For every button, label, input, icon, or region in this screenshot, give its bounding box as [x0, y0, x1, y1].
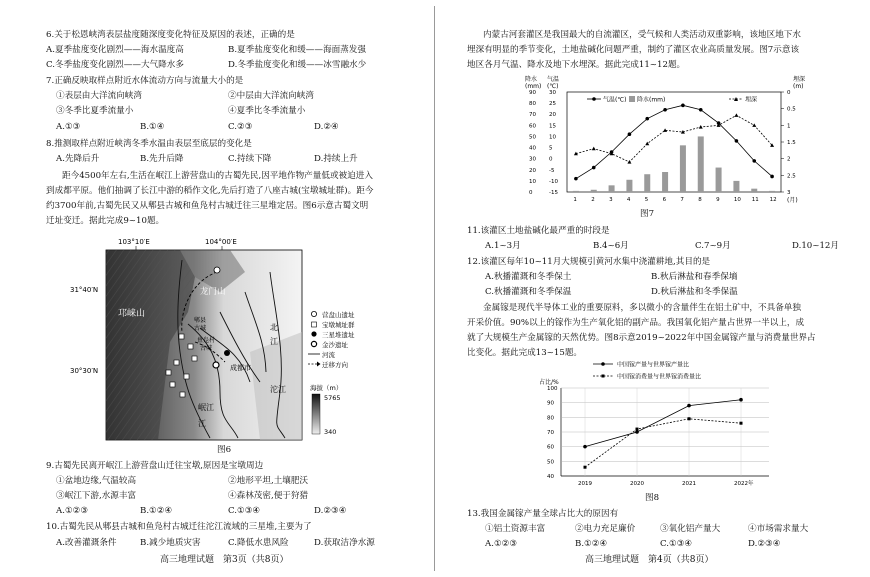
fig7-temp-point	[592, 166, 596, 170]
figure-6-caption: 图6	[217, 445, 232, 455]
fig7-precip-tick: 10	[529, 178, 536, 185]
fig7-temp-point	[735, 139, 739, 143]
fig7-x-tick: 7	[680, 197, 684, 203]
fig8-x-tick: 2022年	[734, 481, 754, 487]
label-longmen-shan: 龙门山	[200, 287, 226, 297]
label-qionglai-shan: 邛崃山	[118, 309, 146, 319]
fig8-legend	[593, 361, 701, 381]
q9-option-a[interactable]: A.①②③	[56, 506, 89, 516]
fig7-temp-line	[576, 105, 772, 178]
fig8-production-point	[635, 430, 639, 434]
legend-jinsha: 金沙遗址	[322, 341, 348, 349]
passage2-line-2: 开采价值。90%以上的镓作为生产氧化铝的副产品。我国氧化铝产量占世界一半以上，成	[467, 318, 805, 328]
page-3-footer: 高三地理试题 第3页（共8页）	[160, 555, 289, 565]
figure-8-chart	[535, 356, 775, 490]
legend-elevation-title: 海拔（m）	[310, 384, 343, 392]
fig7-depth-point	[592, 147, 596, 151]
legend-migration: 迁移方向	[322, 361, 348, 369]
fig7-precip-tick: 40	[529, 145, 536, 152]
q13-option-d[interactable]: D.②③④	[748, 539, 781, 549]
fig7-depth-tick: 3	[787, 190, 791, 196]
q13-item-4: ④市场需求量大	[748, 524, 809, 534]
q13-option-a[interactable]: A.①②③	[485, 539, 518, 549]
label-minjiang: 岷江	[198, 403, 214, 412]
fig7-temp-point	[663, 108, 667, 112]
legend-elevation-max: 5765	[324, 394, 341, 402]
fig8-production-line	[585, 400, 741, 447]
q11-option-b[interactable]: B.4~6月	[593, 241, 629, 251]
fig7-precip-bar	[573, 191, 579, 192]
fig7-temp-tick: 15	[549, 123, 556, 130]
fig8-y-tick: 60	[547, 444, 554, 451]
fig7-depth-tick: 1.5	[787, 140, 796, 146]
fig7-x-tick: 9	[716, 197, 720, 203]
fig7-temp-tick: -5	[549, 167, 555, 174]
q9-option-c[interactable]: C.①③④	[228, 506, 261, 516]
label-chengdu: 成都市	[230, 364, 251, 372]
yingpanshan-marker	[214, 267, 220, 273]
q9-item-3: ③岷江下游,水源丰富	[56, 491, 137, 501]
lat-label-1: 31°40′N	[70, 286, 99, 294]
fig7-depth-line	[576, 115, 772, 162]
passage-line-2: 到成都平原。他们抽调了长江中游的稻作文化,先后打造了八座古城(宝墩城址群)。距今	[46, 186, 374, 196]
fig7-depth-tick: 0	[787, 90, 791, 96]
figure-6-map	[70, 232, 370, 444]
q12-option-a[interactable]: A.秋播灌溉和冬季保土	[485, 272, 572, 282]
fig7-x-tick: 10	[733, 197, 741, 203]
fig7-precip-bar	[751, 189, 757, 192]
fig7-depth-point	[752, 123, 756, 127]
fig7-temp-title: 气温	[547, 76, 560, 83]
passage-line-3: 约3700年前,古蜀先民又从郫县古城和鱼凫村古城迁往三星堆定居。图6示意古蜀文明	[46, 201, 369, 211]
q12-stem: 12.该灌区每年10~11月大规模引黄河水集中浇灌耕地,其目的是	[467, 257, 711, 267]
fig7-legend-precip: 降水(mm)	[637, 96, 666, 104]
q10-option-a[interactable]: A.改善灌溉条件	[56, 538, 117, 548]
fig8-consumption-line	[585, 419, 741, 467]
q6-stem: 6.关于松恩峡湾表层盐度随深度变化特征及原因的表述，正确的是	[46, 30, 295, 40]
q6-option-c[interactable]: C.冬季盐度变化剧烈——大气降水多	[46, 60, 184, 70]
fig7-depth-tick: 1	[787, 123, 791, 130]
legend-elevation-min: 340	[324, 428, 337, 436]
fig8-y-tick: 40	[547, 474, 554, 480]
q8-option-b[interactable]: B.先升后降	[140, 154, 184, 164]
q11-option-c[interactable]: C.7~9月	[695, 241, 731, 251]
figure-7-chart	[525, 74, 825, 208]
q6-option-b[interactable]: B.夏季盐度变化和缓——海面蒸发强	[228, 45, 366, 55]
fig7-x-tick: 5	[644, 197, 649, 203]
fig7-precip-bar	[662, 172, 668, 192]
fig7-depth-point	[699, 125, 703, 129]
fig7-depth-point	[627, 160, 631, 164]
fig8-legend-production: 中国镓产量与世界镓产量比	[617, 361, 690, 369]
fig7-precip-bar	[609, 185, 615, 192]
fig8-production-point	[583, 445, 587, 449]
figure-8-caption: 图8	[645, 493, 660, 503]
q12-option-d[interactable]: D.秋后淋盐和冬季保温	[651, 287, 738, 297]
q8-option-c[interactable]: C.持续下降	[228, 154, 272, 164]
fig7-x-tick: 2	[591, 197, 595, 203]
fig8-legend-consumption: 中国镓消费量与世界镓消费量比	[617, 373, 702, 381]
passage2-line-3: 就了大规模生产金属镓的天然优势。图8示意2019~2022年中国金属镓产量与消费量世界占	[467, 333, 816, 343]
fig7-depth-point	[734, 113, 738, 117]
lat-label-2: 30°30′N	[70, 367, 99, 375]
fig8-production-point	[739, 398, 743, 402]
fig7-temp-point	[681, 104, 685, 108]
legend-baodun: 宝墩城址群	[322, 321, 355, 329]
q13-item-2: ②电力充足廉价	[575, 524, 636, 534]
fig7-precip-bar	[591, 190, 597, 192]
fig7-temp-point	[645, 117, 649, 121]
passage-line-1: 距今4500年左右,生活在岷江上游营盘山的古蜀先民,因平地作物产量低或被迫进入	[62, 171, 373, 181]
fig7-precip-tick: 0	[529, 190, 533, 196]
q7-item-4: ④夏季比冬季流量小	[228, 106, 306, 116]
q9-item-1: ①盆地边缘,气温较高	[56, 476, 137, 486]
fig7-precip-title: 降水	[525, 76, 538, 83]
fig7-x-unit: (月)	[787, 197, 798, 204]
fig7-temp-tick: -15	[549, 190, 558, 196]
fig7-x-tick: 6	[662, 197, 667, 203]
passage1-line-1: 内蒙古河套灌区是我国最大的自流灌区，受气候和人类活动双重影响，该地区地下水	[483, 30, 801, 40]
lon-label-1: 103°10′E	[118, 238, 150, 246]
fig8-y-axis-label: 占比/%	[539, 379, 559, 386]
q6-option-d[interactable]: D.冬季盐度变化和缓——冰雪融水少	[228, 60, 367, 70]
fig7-temp-unit: (℃)	[547, 83, 559, 90]
fig8-consumption-point	[636, 428, 639, 431]
legend-river: 河流	[322, 351, 335, 359]
fig7-precip-tick: 60	[529, 123, 536, 130]
page-4-footer: 高三地理试题 第4页（共8页）	[585, 555, 714, 565]
fig7-temp-tick: 5	[549, 145, 553, 152]
fig7-temp-tick: 20	[549, 112, 556, 119]
fig8-y-tick: 70	[547, 430, 554, 436]
fig7-precip-bar	[698, 136, 704, 192]
fig7-temp-tick: 10	[549, 134, 556, 141]
fig7-temp-point	[628, 132, 632, 136]
fig7-legend	[587, 96, 757, 104]
q12-option-b[interactable]: B.秋后淋盐和春季保墒	[651, 272, 738, 282]
fig7-precip-bar	[626, 180, 632, 192]
legend-yingpanshan: 营盘山遗址	[322, 311, 355, 319]
jinsha-marker	[213, 362, 219, 368]
fig7-precip-bar	[769, 191, 775, 192]
q11-option-a[interactable]: A.1~3月	[485, 241, 521, 251]
page-4	[435, 0, 870, 577]
fig7-depth-title: 埋深	[793, 76, 806, 83]
q7-option-b[interactable]: B.①④	[140, 122, 165, 132]
fig7-temp-point	[770, 175, 774, 179]
fig7-precip-unit: (mm)	[525, 83, 542, 90]
passage1-line-2: 埋深有明显的季节变化，土地盐碱化问题严重，制约了灌区农业高质量发展。图7示意该	[467, 45, 800, 55]
passage2-line-4: 比变化。据此完成13~15题。	[467, 348, 583, 358]
fig8-consumption-point	[740, 422, 743, 425]
fig8-y-tick: 100	[547, 386, 558, 392]
q9-option-d[interactable]: D.②③④	[314, 506, 347, 516]
label-pixian: 郫县	[194, 317, 207, 324]
q9-item-2: ②地形平坦,土壤肥沃	[228, 476, 309, 486]
fig7-temp-tick: 0	[549, 156, 553, 163]
passage1-line-3: 地区各月气温、降水及地下水埋深。据此完成11~12题。	[467, 60, 686, 70]
label-yufucun: 鱼凫村	[197, 337, 216, 344]
fig8-y-tick: 50	[547, 459, 554, 466]
fig8-y-tick: 80	[547, 415, 554, 422]
map-legend	[308, 310, 355, 436]
fig7-temp-tick: 25	[549, 101, 556, 108]
q8-option-a[interactable]: A.先降后升	[56, 154, 100, 164]
fig8-y-tick: 90	[547, 400, 554, 407]
fig7-precip-tick: 90	[529, 90, 536, 96]
q13-item-3: ③氧化铝产量大	[660, 524, 721, 534]
fig7-x-tick: 3	[609, 197, 613, 203]
q6-option-a[interactable]: A.夏季盐度变化剧烈——海水温度高	[46, 45, 184, 55]
fig7-depth-unit: (m)	[793, 83, 804, 90]
q10-option-c[interactable]: C.降低水患风险	[228, 538, 289, 548]
q7-item-3: ③冬季比夏季流量小	[56, 106, 134, 116]
figure-7-caption: 图7	[640, 209, 655, 219]
fig7-precip-tick: 70	[529, 112, 536, 119]
q8-option-d[interactable]: D.持续上升	[314, 154, 358, 164]
fig7-precip-tick: 50	[529, 134, 536, 141]
passage-line-4: 迁址变迁。据此完成9~10题。	[46, 216, 165, 226]
q10-stem: 10.古蜀先民从郫县古城和鱼凫村古城迁往沱江流域的三星堆,主要为了	[46, 522, 312, 532]
q11-option-d[interactable]: D.10~12月	[792, 241, 839, 251]
label-tuojiang-1: 沱江	[270, 385, 286, 394]
fig7-x-tick: 4	[626, 197, 631, 203]
fig7-x-tick: 1	[573, 197, 577, 203]
label-jiang-south: 江	[198, 419, 206, 428]
q8-stem: 8.推测取样点附近峡湾冬季水温由表层至底层的变化是	[46, 139, 252, 149]
q13-option-c[interactable]: C.①③④	[660, 539, 693, 549]
q7-option-a[interactable]: A.①③	[56, 122, 81, 132]
lon-label-2: 104°00′E	[205, 238, 237, 246]
q9-stem: 9.古蜀先民离开岷江上游营盘山迁往宝墩,原因是宝墩周边	[46, 461, 264, 471]
q7-option-d[interactable]: D.②④	[314, 122, 339, 132]
fig7-temp-point	[752, 159, 756, 163]
passage2-line-1: 金属镓是现代半导体工业的重要原料，多以微小的含量伴生在铝土矿中，不具备单独	[483, 303, 801, 313]
q9-item-4: ④森林茂密,便于狩猎	[228, 491, 309, 501]
label-yufucun-gucheng: 古城	[200, 345, 213, 352]
q7-item-1: ①表层由大洋流向峡湾	[56, 91, 142, 101]
fig7-precip-tick: 80	[529, 101, 536, 108]
fig7-x-tick: 12	[769, 197, 777, 203]
fig8-x-tick: 2019	[578, 481, 592, 487]
fig7-precip-bar	[733, 181, 739, 192]
fig8-x-tick: 2021	[682, 481, 696, 487]
fig7-precip-tick: 30	[529, 156, 536, 163]
fig7-x-tick: 8	[698, 197, 702, 203]
fig7-temp-point	[574, 177, 578, 181]
label-bei: 北	[270, 323, 278, 332]
sanxingdui-marker	[224, 350, 230, 356]
q13-option-b[interactable]: B.①②④	[575, 539, 608, 549]
fig7-depth-tick: 0.5	[787, 106, 796, 113]
q7-stem: 7.正确反映取样点附近水体流动方向与流量大小的是	[46, 76, 244, 86]
fig7-legend-temp: 气温(℃)	[603, 96, 627, 104]
fig8-x-tick: 2020	[630, 481, 644, 487]
fig7-precip-tick: 20	[529, 167, 536, 174]
fig8-consumption-point	[584, 466, 587, 469]
q13-item-1: ①铝土资源丰富	[485, 524, 546, 534]
fig7-depth-tick: 2	[787, 156, 791, 163]
fig7-legend-depth: 埋深	[745, 96, 758, 104]
label-jiang-north: 江	[270, 337, 278, 346]
q12-option-c[interactable]: C.秋播灌溉和冬季保温	[485, 287, 572, 297]
q11-stem: 11.该灌区土地盐碱化最严重的时段是	[467, 226, 610, 236]
q10-option-b[interactable]: B.减少地质灾害	[140, 538, 201, 548]
fig7-x-tick: 11	[751, 197, 759, 203]
fig7-precip-bar	[644, 174, 650, 192]
fig7-temp-point	[699, 108, 703, 112]
fig8-consumption-point	[688, 417, 691, 420]
q7-item-2: ②中层由大洋流向峡湾	[228, 91, 314, 101]
fig7-temp-tick: 30	[549, 90, 556, 96]
label-pixian-gucheng: 古城	[194, 325, 207, 332]
q7-option-c[interactable]: C.②③	[228, 122, 253, 132]
q13-stem: 13.我国金属镓产量全球占比大的原因有	[467, 509, 619, 519]
q10-option-d[interactable]: D.获取洁净水源	[314, 538, 375, 548]
legend-sanxingdui: 三星堆遗址	[322, 331, 355, 339]
fig7-precip-bar	[680, 145, 686, 192]
q9-option-b[interactable]: B.①②④	[140, 506, 173, 516]
fig8-production-point	[687, 404, 691, 408]
fig7-plot-frame	[567, 92, 781, 192]
fig7-depth-tick: 2.5	[787, 173, 796, 180]
fig7-temp-tick: -10	[549, 178, 558, 185]
fig7-precip-bar	[716, 168, 722, 192]
